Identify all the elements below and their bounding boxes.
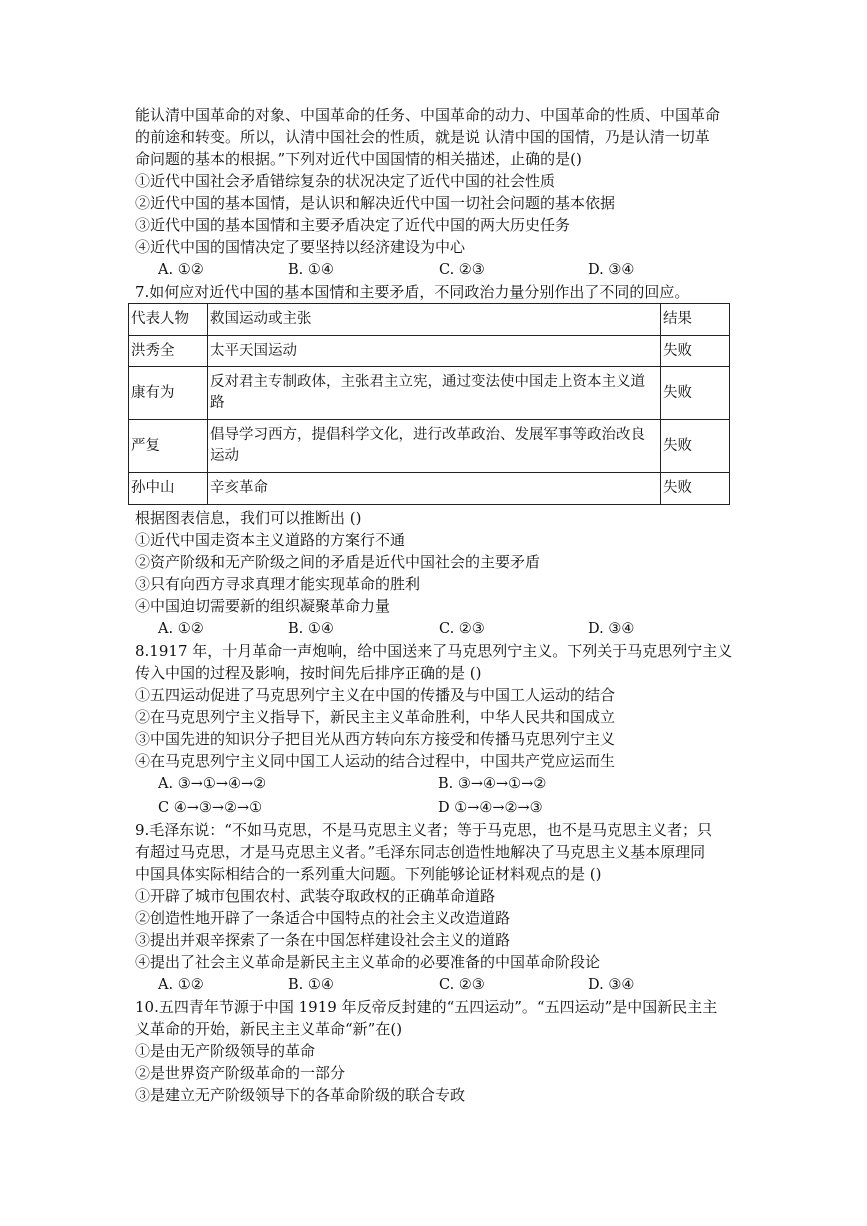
info-table xyxy=(128,303,730,505)
option-b[interactable]: B. ①④ xyxy=(288,262,334,278)
table-cell: 洪秀全 xyxy=(129,336,208,367)
statement: ①开辟了城市包围农村、武装夺取政权的正确革命道路 xyxy=(135,887,496,905)
statement: ④提出了社会主义革命是新民主主义革命的必要准备的中国革命阶段论 xyxy=(135,953,601,971)
question-7-prompt: 根据图表信息，我们可以推断出 () xyxy=(135,509,362,527)
table-row xyxy=(129,420,730,473)
question-10-stem: 10.五四青年节源于中国 1919 年反帝反封建的“五四运动”。“五四运动”是中国新民主主 xyxy=(135,998,718,1016)
statement: ③是建立无产阶级领导下的各革命阶级的联合专政 xyxy=(135,1086,466,1104)
table-cell: 严复 xyxy=(129,420,208,473)
option-c[interactable]: C. ②③ xyxy=(439,262,485,278)
statement: ③只有向西方寻求真理才能实现革命的胜利 xyxy=(135,575,421,593)
statement: ③中国先进的知识分子把目光从西方转向东方接受和传播马克思列宁主义 xyxy=(135,730,616,748)
table-header-cell: 结果 xyxy=(661,304,730,336)
table-cell: 失败 xyxy=(661,336,730,367)
table-cell: 孙中山 xyxy=(129,473,208,505)
question-9-stem: 有超过马克思，才是马克思主义者。”毛泽东同志创造性地解决了马克思主义基本原理同 xyxy=(135,843,706,861)
option-b[interactable]: B. ③→④→①→② xyxy=(438,776,547,792)
option-c[interactable]: C ④→③→②→① xyxy=(158,800,263,816)
option-b[interactable]: B. ①④ xyxy=(288,621,334,637)
option-c[interactable]: C. ②③ xyxy=(439,977,485,993)
statement: ①是由无产阶级领导的革命 xyxy=(135,1042,316,1060)
intro-line: 能认清中国革命的对象、中国革命的任务、中国革命的动力、中国革命的性质、中国革命 xyxy=(135,106,721,124)
table-cell: 失败 xyxy=(661,420,730,473)
question-9-stem: 中国具体实际相结合的一系列重大问题。下列能够论证材料观点的是 () xyxy=(135,865,602,883)
table-cell: 失败 xyxy=(661,473,730,505)
statement: ①近代中国走资本主义道路的方案行不通 xyxy=(135,531,406,549)
question-8-stem: 传入中国的过程及影响，按时间先后排序正确的是 () xyxy=(135,664,482,682)
option-d[interactable]: D ①→④→②→③ xyxy=(438,800,543,816)
intro-line: 命问题的基本的根据。”下列对近代中国国情的相关描述，止确的是() xyxy=(135,150,582,168)
table-cell: 失败 xyxy=(661,367,730,420)
table-row xyxy=(129,336,730,367)
table-header-row xyxy=(129,304,730,336)
table-header-cell: 救国运动或主张 xyxy=(208,304,661,336)
statement: ②是世界资产阶级革命的一部分 xyxy=(135,1064,346,1082)
option-c[interactable]: C. ②③ xyxy=(439,621,485,637)
question-10-stem: 义革命的开始，新民主主义革命“新”在() xyxy=(135,1020,403,1038)
option-a[interactable]: A. ①② xyxy=(158,977,204,993)
table-cell: 反对君主专制政体，主张君主立宪，通过变法使中国走上资本主义道路 xyxy=(208,367,661,420)
option-a[interactable]: A. ③→①→④→② xyxy=(158,776,267,792)
table-cell: 辛亥革命 xyxy=(208,473,661,505)
option-d[interactable]: D. ③④ xyxy=(588,977,635,993)
intro-line: 的前途和转变。所以，认清中国社会的性质，就是说 认清中国的国情，乃是认清一切革 xyxy=(135,128,710,146)
statement: ①近代中国社会矛盾错综复杂的状况决定了近代中国的社会性质 xyxy=(135,172,556,190)
statement: ③提出并艰辛探索了一条在中国怎样建设社会主义的道路 xyxy=(135,931,511,949)
statement: ②资产阶级和无产阶级之间的矛盾是近代中国社会的主要矛盾 xyxy=(135,553,541,571)
option-a[interactable]: A. ①② xyxy=(158,262,204,278)
statement: ①五四运动促进了马克思列宁主义在中国的传播及与中国工人运动的结合 xyxy=(135,686,616,704)
question-7-stem: 7.如何应对近代中国的基本国情和主要矛盾，不同政治力量分别作出了不同的回应。 xyxy=(135,283,690,301)
option-d[interactable]: D. ③④ xyxy=(588,621,635,637)
statement: ②创造性地开辟了一条适合中国特点的社会主义改造道路 xyxy=(135,909,511,927)
option-a[interactable]: A. ①② xyxy=(158,621,204,637)
table-row xyxy=(129,473,730,505)
option-b[interactable]: B. ①④ xyxy=(288,977,334,993)
table-cell: 康有为 xyxy=(129,367,208,420)
question-8-stem: 8.1917 年，十月革命一声炮响，给中国送来了马克思列宁主义。下列关于马克思列宁主义 xyxy=(135,642,733,660)
table-row xyxy=(129,367,730,420)
option-d[interactable]: D. ③④ xyxy=(588,262,635,278)
question-9-stem: 9.毛泽东说：“不如马克思，不是马克思主义者；等于马克思，也不是马克思主义者；只 xyxy=(135,821,712,839)
table-header-cell: 代表人物 xyxy=(129,304,208,336)
table-cell: 倡导学习西方，提倡科学文化，进行改革政治、发展军事等政治改良运动 xyxy=(208,420,661,473)
statement: ③近代中国的基本国情和主要矛盾决定了近代中国的两大历史任务 xyxy=(135,216,571,234)
statement: ④近代中国的国情决定了要坚持以经济建设为中心 xyxy=(135,238,466,256)
table-cell: 太平天国运动 xyxy=(208,336,661,367)
statement: ④中国迫切需要新的组织凝聚革命力量 xyxy=(135,597,391,615)
statement: ②近代中国的基本国情，是认识和解决近代中国一切社会问题的基本依据 xyxy=(135,194,616,212)
statement: ④在马克思列宁主义同中国工人运动的结合过程中，中国共产党应运而生 xyxy=(135,752,616,770)
statement: ②在马克思列宁主义指导下，新民主主义革命胜利，中华人民共和国成立 xyxy=(135,708,616,726)
